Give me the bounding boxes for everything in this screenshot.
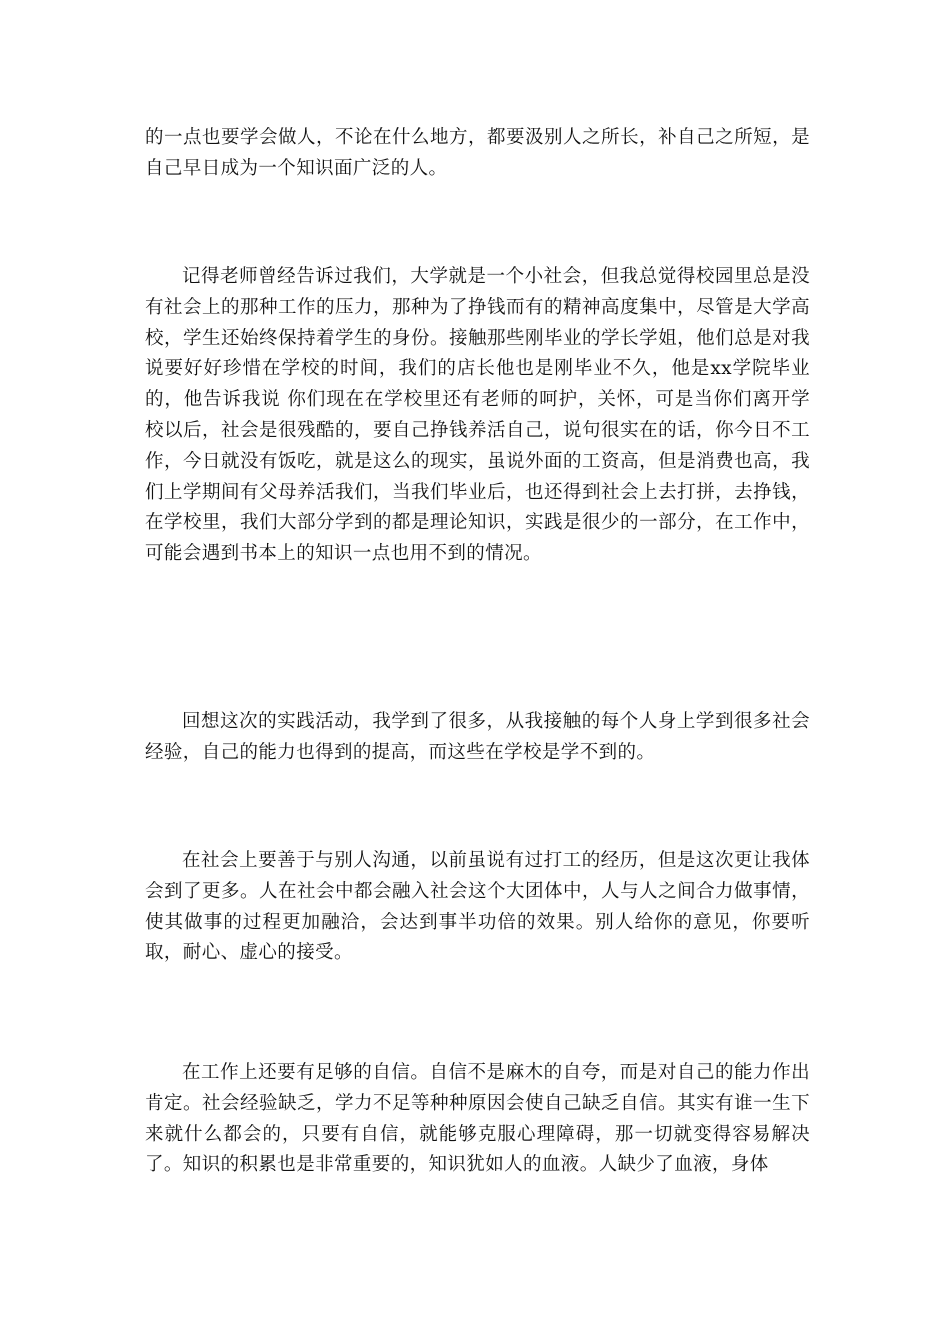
paragraph-teacher-advice: 记得老师曾经告诉过我们，大学就是一个小社会，但我总觉得校园里总是没有社会上的那种工作的压力，那种为了挣钱而有的精神高度集中，尽管是大学高校，学生还始终保持着学生的身份。接触那些刚毕业的学长学姐，他们总是对我说要好好珍惜在学校的时间，我们的店长他也是刚毕业不久，他是xx学院毕业的，他告诉我说 你们现在在学校里还有老师的呵护，关怀，可是当你们离开学校以后，社会是很残酷的，要自己挣钱养活自己，说句很实在的话，你今日不工作，今日就没有饭吃，就是这么的现实，虽说外面的工资高，但是消费也高，我们上学期间有父母养活我们，当我们毕业后，也还得到社会上去打拼，去挣钱，在学校里，我们大部分学到的都是理论知识，实践是很少的一部分，在工作中，可能会遇到书本上的知识一点也用不到的情况。 <box>145 266 810 565</box>
paragraph-continuation: 的一点也要学会做人，不论在什么地方，都要汲别人之所长，补自己之所短，是自己早日成为一个知识面广泛的人。 <box>145 127 810 179</box>
paragraph-communication: 在社会上要善于与别人沟通，以前虽说有过打工的经历，但是这次更让我体会到了更多。人在社会中都会融入社会这个大团体中，人与人之间合力做事情，使其做事的过程更加融洽，会达到事半功倍的效果。别人给你的意见，你要听取，耐心、虚心的接受。 <box>145 850 810 964</box>
paragraph-confidence: 在工作上还要有足够的自信。自信不是麻木的自夸，而是对自己的能力作出肯定。社会经验缺乏，学力不足等种种原因会使自己缺乏自信。其实有谁一生下来就什么都会的，只要有自信，就能够克服心理障碍，那一切就变得容易解决了。知识的积累也是非常重要的，知识犹如人的血液。人缺少了血液，身体 <box>145 1062 810 1176</box>
paragraph-reflection: 回想这次的实践活动，我学到了很多，从我接触的每个人身上学到很多社会经验，自己的能力也得到的提高，而这些在学校是学不到的。 <box>145 711 810 763</box>
